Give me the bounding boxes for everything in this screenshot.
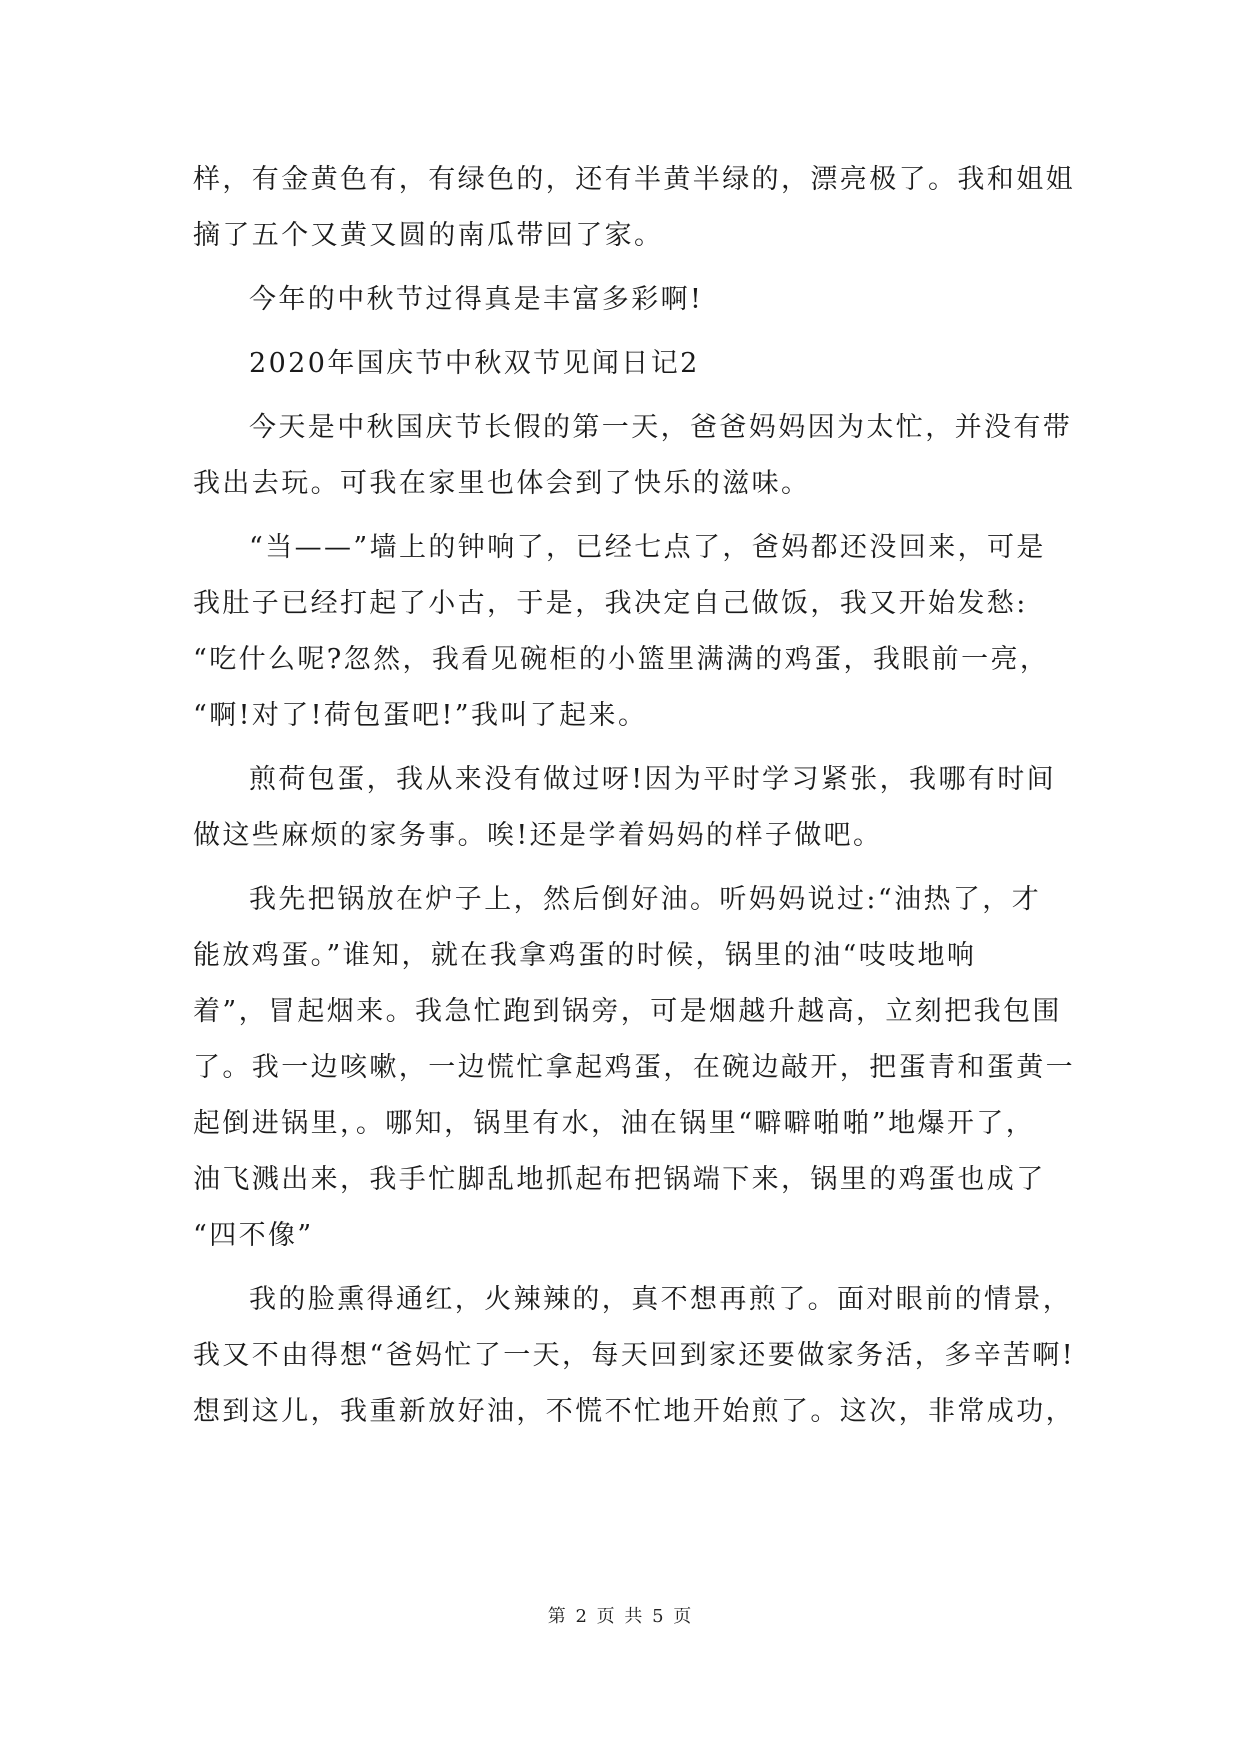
text-line: “当——”墙上的钟响了，已经七点了，爸妈都还没回来，可是 xyxy=(249,532,1046,563)
text-line: 今年的中秋节过得真是丰富多彩啊! xyxy=(249,284,704,315)
text-line: 着”，冒起烟来。我急忙跑到锅旁，可是烟越升越高，立刻把我包围 xyxy=(193,996,1062,1027)
text-line: 样，有金黄色有，有绿色的，还有半黄半绿的，漂亮极了。我和姐姐 xyxy=(193,164,1075,195)
text-line: 想到这儿，我重新放好油，不慌不忙地开始煎了。这次，非常成功， xyxy=(193,1396,1075,1427)
text-line: 油飞溅出来，我手忙脚乱地抓起布把锅端下来，锅里的鸡蛋也成了 xyxy=(193,1164,1046,1195)
text-line: 我肚子已经打起了小古，于是，我决定自己做饭，我又开始发愁: xyxy=(193,588,1028,619)
paragraph xyxy=(193,336,1048,392)
text-line: 做这些麻烦的家务事。唉!还是学着妈妈的样子做吧。 xyxy=(193,820,883,851)
paragraph xyxy=(193,400,1073,512)
text-line: 摘了五个又黄又圆的南瓜带回了家。 xyxy=(193,220,664,251)
paragraph xyxy=(193,520,1048,744)
paragraph xyxy=(193,872,1075,1264)
text-line: “四不像” xyxy=(193,1220,314,1251)
text-line: 煎荷包蛋，我从来没有做过呀!因为平时学习紧张，我哪有时间 xyxy=(249,764,1057,795)
text-line: “吃什么呢?忽然，我看见碗柜的小篮里满满的鸡蛋，我眼前一亮， xyxy=(193,644,1050,675)
text-line: 起倒进锅里，。哪知，锅里有水，油在锅里“噼噼啪啪”地爆开了， xyxy=(193,1108,1036,1139)
text-line: 我的脸熏得通红，火辣辣的，真不想再煎了。面对眼前的情景， xyxy=(249,1284,1073,1315)
page-footer: 第 2 页 共 5 页 xyxy=(547,1606,694,1627)
text-line: 我出去玩。可我在家里也体会到了快乐的滋味。 xyxy=(193,468,811,499)
text-line: “啊!对了!荷包蛋吧!”我叫了起来。 xyxy=(193,700,648,731)
text-line: 我又不由得想“爸妈忙了一天，每天回到家还要做家务活，多辛苦啊! xyxy=(193,1340,1076,1371)
paragraph xyxy=(193,752,1057,864)
document-body xyxy=(193,152,1076,1448)
paragraph xyxy=(193,152,1075,264)
text-line: 2020年国庆节中秋双节见闻日记2 xyxy=(249,348,700,379)
text-line: 今天是中秋国庆节长假的第一天，爸爸妈妈因为太忙，并没有带 xyxy=(249,412,1073,443)
text-line: 能放鸡蛋。”谁知，就在我拿鸡蛋的时候，锅里的油“吱吱地响 xyxy=(193,940,977,971)
text-line: 了。我一边咳嗽，一边慌忙拿起鸡蛋，在碗边敲开，把蛋青和蛋黄一 xyxy=(193,1052,1075,1083)
paragraph xyxy=(193,272,1048,328)
text-line: 我先把锅放在炉子上，然后倒好油。听妈妈说过:“油热了，才 xyxy=(249,884,1042,915)
paragraph xyxy=(193,1272,1076,1440)
